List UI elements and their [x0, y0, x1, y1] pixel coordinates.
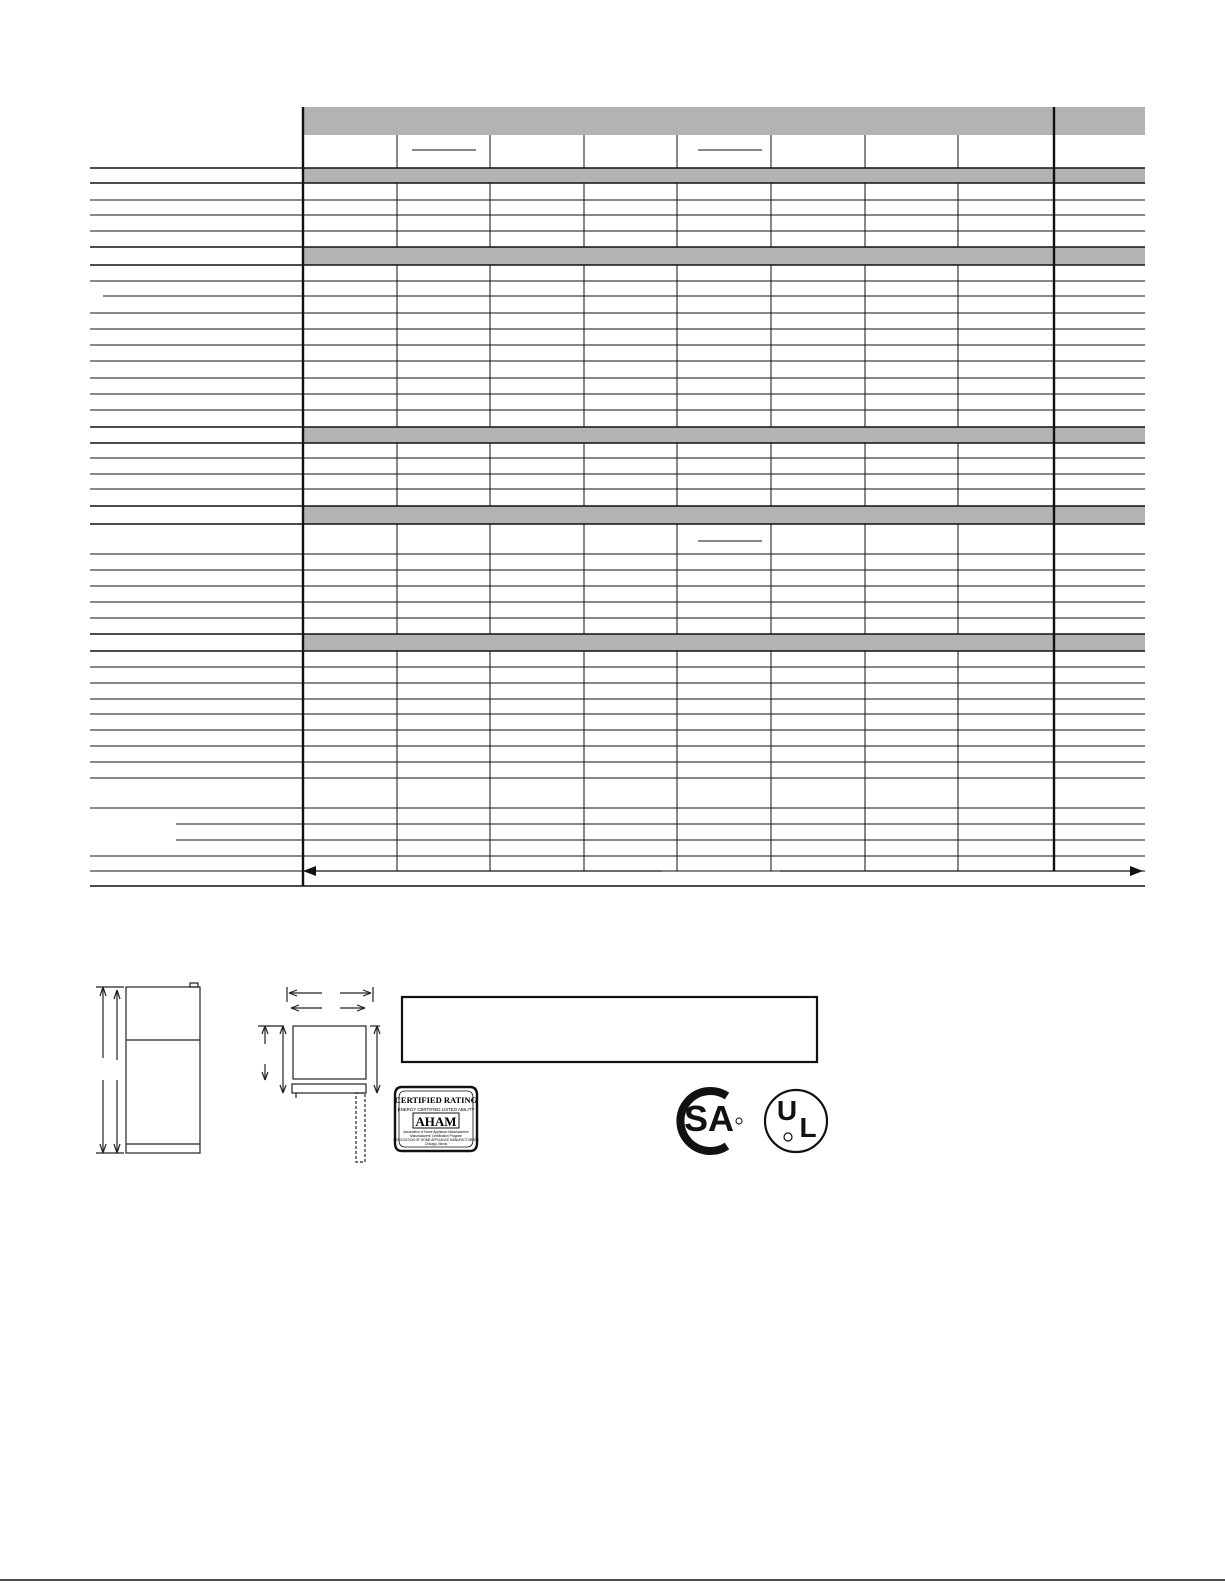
- table-grid: [90, 107, 1145, 886]
- arrow-right-icon: [1130, 866, 1143, 876]
- section-band-2: [303, 247, 1145, 265]
- aham-line-1: CERTIFIED RATING: [394, 1095, 478, 1105]
- aham-line-2: ENERGY CERTIFIED LISTED ABILITY: [397, 1107, 475, 1112]
- ul-mark-icon: [765, 1090, 827, 1152]
- csa-mark-icon: [680, 1091, 742, 1151]
- section-band-5: [303, 634, 1145, 651]
- section-band-4: [303, 506, 1145, 524]
- csa-letters: SA: [683, 1098, 735, 1139]
- ul-letter-u: U: [776, 1095, 798, 1126]
- aham-seal: [393, 1087, 478, 1151]
- fridge-side-diagram: [258, 987, 380, 1162]
- arrow-left-icon: [303, 866, 316, 876]
- header-band: [303, 107, 1145, 135]
- section-band-3: [303, 427, 1145, 443]
- aham-small-2: Manufacturers' Certification Program: [410, 1134, 462, 1138]
- section-band-1: [303, 168, 1145, 183]
- aham-small-3: ASSOCIATION OF HOME APPLIANCE MANUFACTURERS: [393, 1138, 479, 1142]
- aham-small-1: Association of Home Appliance Manufacturers: [403, 1130, 469, 1134]
- notes-box: [402, 997, 817, 1062]
- ul-letter-l: L: [799, 1112, 817, 1143]
- aham-small-4: Chicago, Illinois: [424, 1142, 448, 1146]
- section-bands: [303, 107, 1145, 651]
- fridge-front-diagram: [96, 983, 200, 1153]
- aham-logo-text: AHAM: [415, 1114, 457, 1129]
